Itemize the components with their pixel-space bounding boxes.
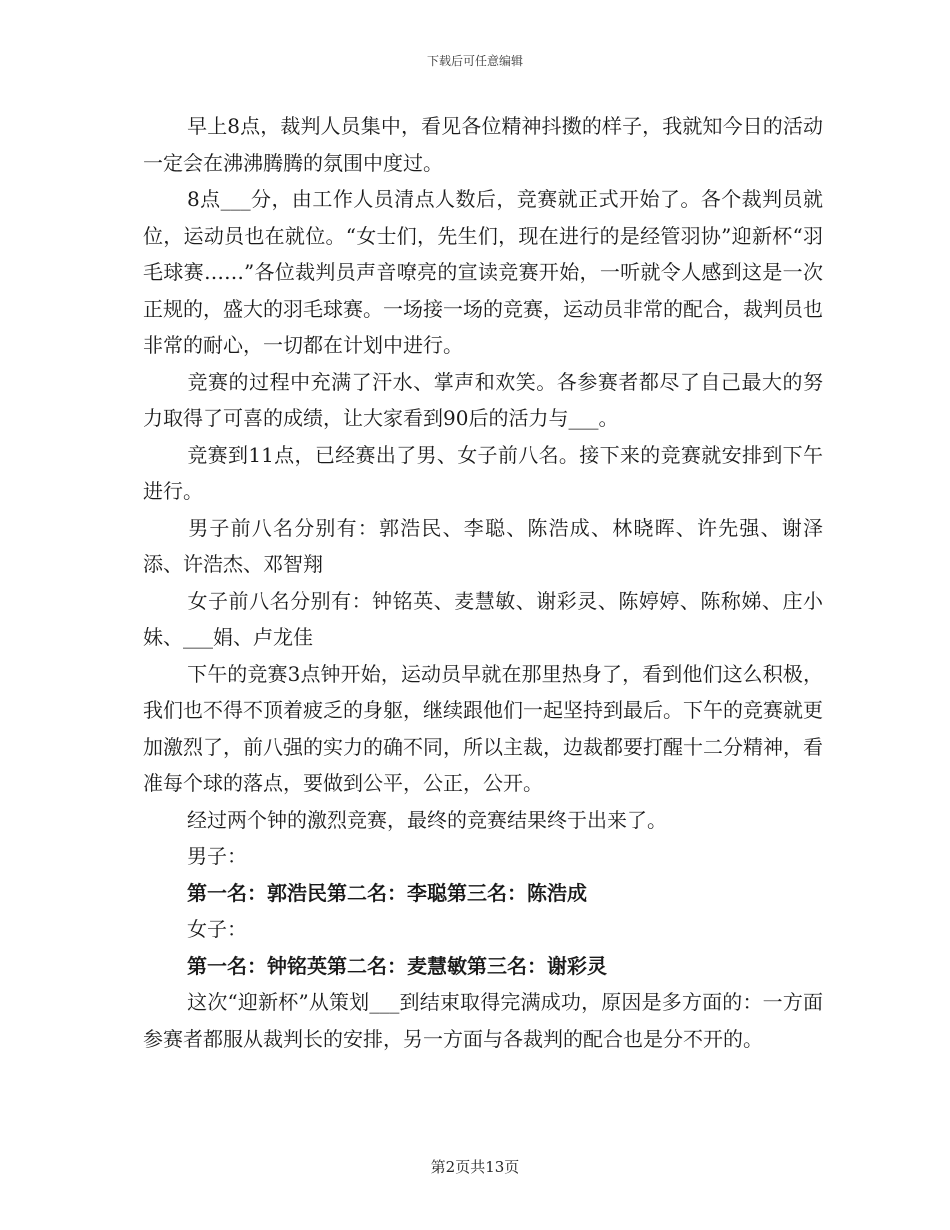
page-number: 第2页共13页 xyxy=(430,1158,520,1176)
paragraph-morning: 早上8点，裁判人员集中，看见各位精神抖擞的样子，我就知今日的活动一定会在沸沸腾腾的氛围中度过。 xyxy=(143,114,823,175)
paragraph-afternoon: 下午的竞赛3点钟开始，运动员早就在那里热身了，看到他们这么积极，我们也不得不顶着疲乏的身躯，继续跟他们一起坚持到最后。下午的竞赛就更加激烈了，前八强的实力的确不同，所以主裁，边裁都要打醒十二分精神，看准每个球的落点，要做到公平，公正，公开。 xyxy=(143,661,823,795)
page-header-note: 下载后可任意编辑 xyxy=(426,54,523,68)
paragraph-results-intro: 经过两个钟的激烈竞赛，最终的竞赛结果终于出来了。 xyxy=(187,807,667,832)
paragraph-process: 竞赛的过程中充满了汗水、掌声和欢笑。各参赛者都尽了自己最大的努力取得了可喜的成绩，让大家看到90后的活力与___。 xyxy=(143,369,823,430)
label-men: 男子： xyxy=(187,844,247,868)
paragraph-eleven: 竞赛到11点，已经赛出了男、女子前八名。接下来的竞赛就安排到下午进行。 xyxy=(143,442,823,503)
paragraph-conclusion: 这次“迎新杯”从策划___到结束取得完满成功，原因是多方面的：一方面参赛者都服从裁判长的安排，另一方面与各裁判的配合也是分不开的。 xyxy=(143,990,823,1051)
paragraph-start: 8点___分，由工作人员清点人数后，竞赛就正式开始了。各个裁判员就位，运动员也在就位。“女士们，先生们，现在进行的是经管羽协”迎新杯“羽毛球赛……”各位裁判员声音嘹亮的宣读竞赛开始，一听就令人感到这是一次正规的，盛大的羽毛球赛。一场接一场的竞赛，运动员非常的配合，裁判员也非常的耐心，一切都在计划中进行。 xyxy=(143,187,823,357)
document-body xyxy=(143,108,823,1057)
results-women: 第一名：钟铭英第二名：麦慧敏第三名：谢彩灵 xyxy=(187,953,607,978)
results-men: 第一名：郭浩民第二名：李聪第三名：陈浩成 xyxy=(187,880,587,905)
paragraph-men-top8: 男子前八名分别有：郭浩民、李聪、陈浩成、林晓晖、许先强、谢泽添、许浩杰、邓智翔 xyxy=(143,515,823,576)
paragraph-women-top8: 女子前八名分别有：钟铭英、麦慧敏、谢彩灵、陈婷婷、陈称娣、庄小妹、___娟、卢龙佳 xyxy=(143,588,823,649)
label-women: 女子： xyxy=(187,917,247,941)
